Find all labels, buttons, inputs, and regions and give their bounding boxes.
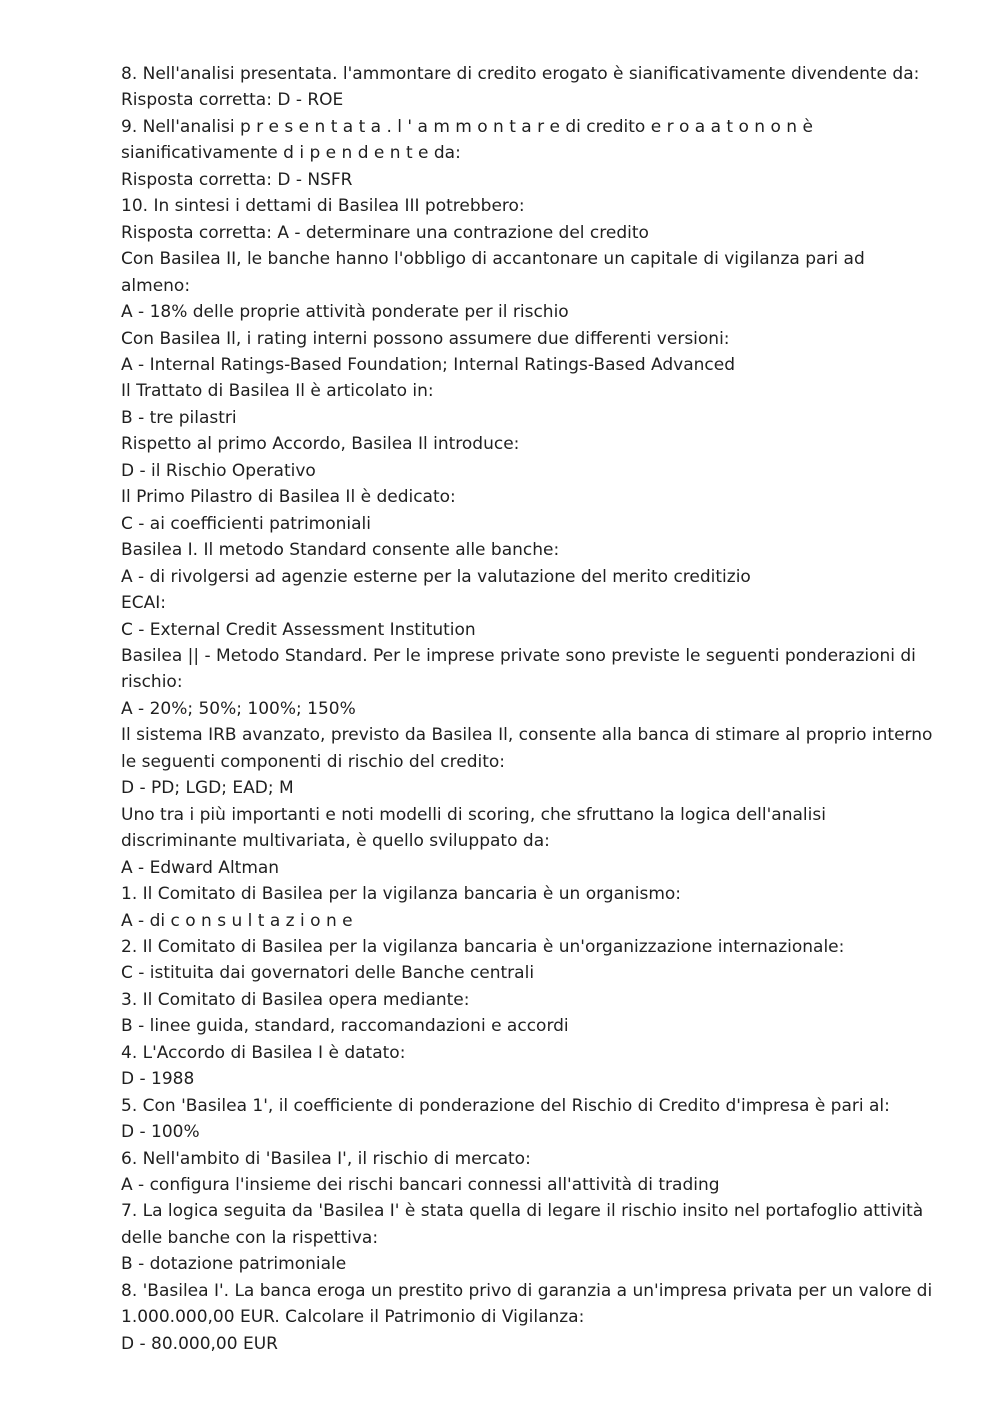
answer-line: Risposta corretta: D - ROE bbox=[121, 90, 344, 111]
question-line: 5. Con 'Basilea 1', il coefficiente di ponderazione del Rischio di Credito d'impresa è pari al: bbox=[121, 1095, 890, 1116]
answer-line: C - ai coefficienti patrimoniali bbox=[121, 513, 372, 534]
answer-line: Risposta corretta: D - NSFR bbox=[121, 169, 353, 190]
answer-line: B - tre pilastri bbox=[121, 407, 237, 428]
answer-line: D - il Rischio Operativo bbox=[121, 460, 316, 481]
answer-line: D - 80.000,00 EUR bbox=[121, 1333, 278, 1354]
question-line: 4. L'Accordo di Basilea I è datato: bbox=[121, 1042, 406, 1063]
answer-line: A - Edward Altman bbox=[121, 857, 280, 878]
question-line: Con Basilea II, le banche hanno l'obbligo di accantonare un capitale di vigilanza pari ad almeno: bbox=[121, 249, 865, 296]
question-line: 1. Il Comitato di Basilea per la vigilanza bancaria è un organismo: bbox=[121, 884, 682, 905]
question-line: Uno tra i più importanti e noti modelli di scoring, che sfruttano la logica dell'analisi discriminante multivariata, è quello sviluppato da: bbox=[121, 804, 826, 852]
answer-line: A - 20%; 50%; 100%; 150% bbox=[121, 698, 356, 719]
answer-line: A - di rivolgersi ad agenzie esterne per la valutazione del merito creditizio bbox=[121, 566, 751, 587]
question-line: Rispetto al primo Accordo, Basilea Il introduce: bbox=[121, 434, 520, 455]
question-line: 9. Nell'analisi p r e s e n t a t a . l ' a m m o n t a r e di credito e r o a a t o n o n è sianificativamente d i p e n d e n t e da: bbox=[121, 116, 813, 164]
document-text-block bbox=[121, 61, 936, 1357]
question-line: Basilea I. Il metodo Standard consente alle banche: bbox=[121, 540, 560, 561]
question-line: 8. Nell'analisi presentata. l'ammontare di credito erogato è sianificativamente divendente da: bbox=[121, 64, 920, 84]
answer-line: D - 1988 bbox=[121, 1069, 195, 1090]
question-line: Basilea || - Metodo Standard. Per le imprese private sono previste le seguenti ponderazioni di rischio: bbox=[121, 645, 916, 693]
question-line: ECAI: bbox=[121, 593, 166, 614]
question-line: Il sistema IRB avanzato, previsto da Basilea Il, consente alla banca di stimare al proprio interno le seguenti componenti di rischio del credito: bbox=[121, 725, 933, 772]
question-line: 10. In sintesi i dettami di Basilea III potrebbero: bbox=[121, 196, 525, 217]
answer-line: C - External Credit Assessment Institution bbox=[121, 619, 476, 640]
answer-line: B - dotazione patrimoniale bbox=[121, 1254, 347, 1275]
answer-line: A - Internal Ratings-Based Foundation; Internal Ratings-Based Advanced bbox=[121, 354, 735, 375]
question-line: Con Basilea Il, i rating interni possono assumere due differenti versioni: bbox=[121, 328, 730, 349]
question-line: 6. Nell'ambito di 'Basilea I', il rischio di mercato: bbox=[121, 1148, 531, 1169]
answer-line: Risposta corretta: A - determinare una contrazione del credito bbox=[121, 222, 649, 243]
answer-line: D - PD; LGD; EAD; M bbox=[121, 778, 294, 799]
answer-line: A - di c o n s u l t a z i o n e bbox=[121, 910, 353, 931]
answer-line: D - 100% bbox=[121, 1122, 200, 1143]
answer-line: A - configura l'insieme dei rischi bancari connessi all'attività di trading bbox=[121, 1175, 720, 1196]
question-line: 7. La logica seguita da 'Basilea I' è stata quella di legare il rischio insito nel portafoglio attività delle banche con la rispettiva: bbox=[121, 1201, 924, 1248]
answer-line: B - linee guida, standard, raccomandazioni e accordi bbox=[121, 1016, 569, 1037]
question-line: 2. Il Comitato di Basilea per la vigilanza bancaria è un'organizzazione internazionale: bbox=[121, 936, 845, 957]
question-line: 3. Il Comitato di Basilea opera mediante: bbox=[121, 989, 470, 1010]
question-line: Il Trattato di Basilea Il è articolato in: bbox=[121, 381, 434, 402]
answer-line: A - 18% delle proprie attività ponderate per il rischio bbox=[121, 302, 569, 323]
question-line: Il Primo Pilastro di Basilea Il è dedicato: bbox=[121, 487, 456, 508]
answer-line: C - istituita dai governatori delle Banche centrali bbox=[121, 963, 535, 984]
question-line: 8. 'Basilea I'. La banca eroga un prestito privo di garanzia a un'impresa privata per un valore di 1.000.000,00 EUR. Calcolare il Patrimonio di Vigilanza: bbox=[121, 1280, 933, 1328]
